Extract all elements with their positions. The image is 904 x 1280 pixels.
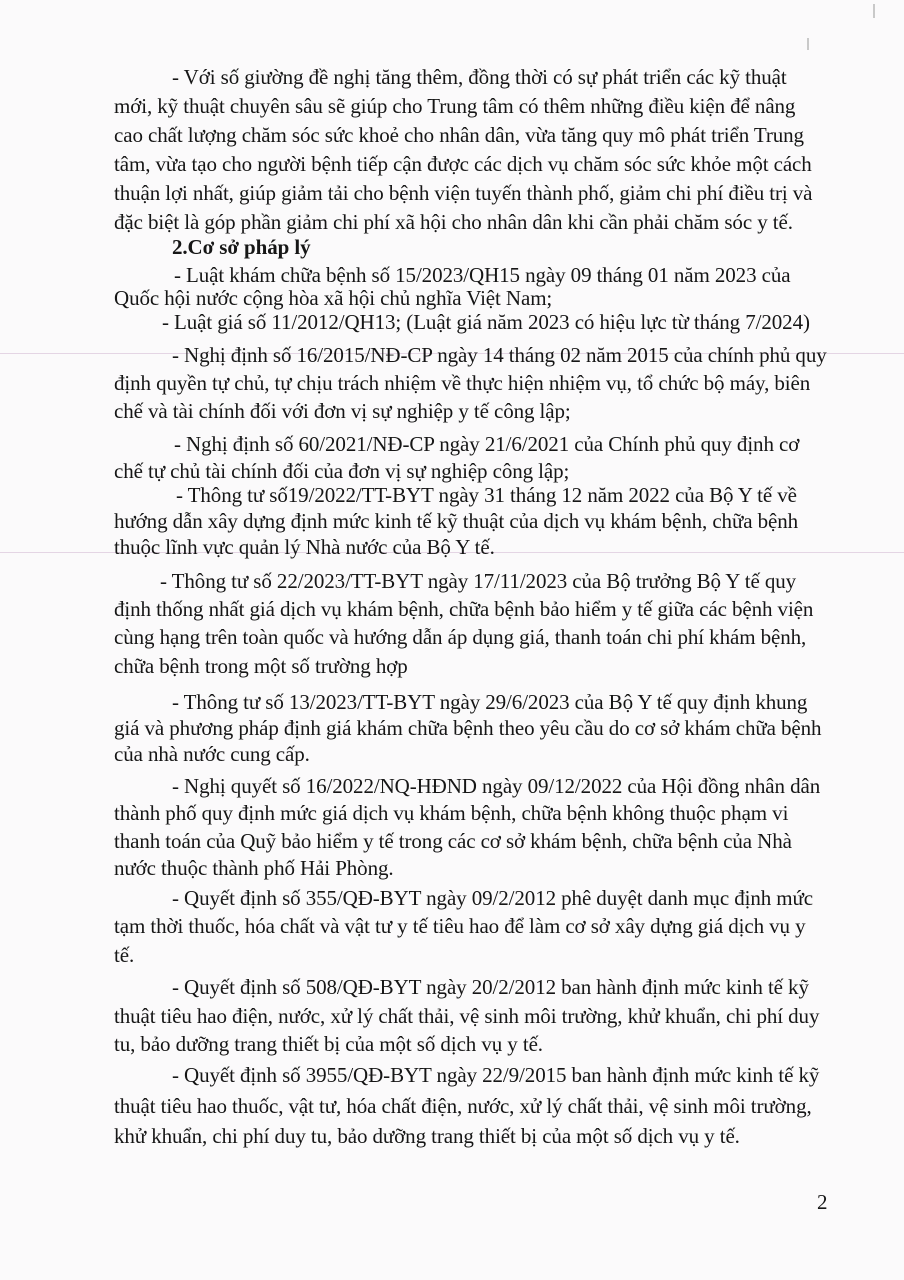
text-line: - Nghị quyết số 16/2022/NQ-HĐND ngày 09/12/2022 của Hội đồng nhân dân xyxy=(172,774,821,798)
text-line: - Nghị định số 16/2015/NĐ-CP ngày 14 tháng 02 năm 2015 của chính phủ quy xyxy=(172,343,827,367)
text-line: định thống nhất giá dịch vụ khám bệnh, chữa bệnh bảo hiểm y tế giữa các bệnh viện xyxy=(114,597,814,621)
text-line: thuộc lĩnh vực quản lý Nhà nước của Bộ Y tế. xyxy=(114,535,495,559)
text-line: Quốc hội nước cộng hòa xã hội chủ nghĩa Việt Nam; xyxy=(114,286,553,310)
text-line: hướng dẫn xây dựng định mức kinh tế kỹ thuật của dịch vụ khám bệnh, chữa bệnh xyxy=(114,509,799,533)
text-line: của nhà nước cung cấp. xyxy=(114,742,310,766)
text-line: định quyền tự chủ, tự chịu trách nhiệm về thực hiện nhiệm vụ, tổ chức bộ máy, biên xyxy=(114,371,811,395)
text-line: tu, bảo dưỡng trang thiết bị của một số dịch vụ y tế. xyxy=(114,1032,543,1056)
text-line: - Nghị định số 60/2021/NĐ-CP ngày 21/6/2021 của Chính phủ quy định cơ xyxy=(174,432,800,456)
text-line: - Luật khám chữa bệnh số 15/2023/QH15 ngày 09 tháng 01 năm 2023 của xyxy=(174,263,791,287)
text-line: - Quyết định số 355/QĐ-BYT ngày 09/2/2012 phê duyệt danh mục định mức xyxy=(172,886,814,910)
text-line: nước thuộc thành phố Hải Phòng. xyxy=(114,856,394,880)
text-line: - Quyết định số 3955/QĐ-BYT ngày 22/9/2015 ban hành định mức kinh tế kỹ xyxy=(172,1063,820,1087)
text-line: tạm thời thuốc, hóa chất và vật tư y tế tiêu hao để làm cơ sở xây dựng giá dịch vụ y xyxy=(114,914,806,938)
text-line: thanh toán của Quỹ bảo hiểm y tế trong các cơ sở khám bệnh, chữa bệnh của Nhà xyxy=(114,829,792,853)
text-line: thành phố quy định mức giá dịch vụ khám bệnh, chữa bệnh không thuộc phạm vi xyxy=(114,801,789,825)
text-line: thuật tiêu hao thuốc, vật tư, hóa chất điện, nước, xử lý chất thải, vệ sinh môi trường, xyxy=(114,1094,812,1118)
text-line: chế và tài chính đối với đơn vị sự nghiệp y tế công lập; xyxy=(114,399,571,423)
page-number: 2 xyxy=(817,1190,828,1214)
text-line: chữa bệnh trong một số trường hợp xyxy=(114,654,408,678)
text-line: tâm, vừa tạo cho người bệnh tiếp cận được các dịch vụ chăm sóc sức khỏe một cách xyxy=(114,152,812,176)
text-line: thuận lợi nhất, giúp giảm tải cho bệnh viện tuyến thành phố, giảm chi phí điều trị và xyxy=(114,181,813,205)
text-line: mới, kỹ thuật chuyên sâu sẽ giúp cho Trung tâm có thêm những điều kiện để nâng xyxy=(114,94,796,118)
text-line: đặc biệt là góp phần giảm chi phí xã hội cho nhân dân khi cần phải chăm sóc y tế. xyxy=(114,210,793,234)
text-line: cao chất lượng chăm sóc sức khoẻ cho nhân dân, vừa tăng quy mô phát triển Trung xyxy=(114,123,804,147)
text-line: giá và phương pháp định giá khám chữa bệnh theo yêu cầu do cơ sở khám chữa bệnh xyxy=(114,716,822,740)
text-line: - Thông tư số19/2022/TT-BYT ngày 31 tháng 12 năm 2022 của Bộ Y tế về xyxy=(176,483,797,507)
text-line: tế. xyxy=(114,943,135,967)
text-line: - Luật giá số 11/2012/QH13; (Luật giá năm 2023 có hiệu lực từ tháng 7/2024) xyxy=(162,310,810,334)
text-line: cùng hạng trên toàn quốc và hướng dẫn áp dụng giá, thanh toán chi phí khám bệnh, xyxy=(114,625,807,649)
text-line: - Quyết định số 508/QĐ-BYT ngày 20/2/2012 ban hành định mức kinh tế kỹ xyxy=(172,975,809,999)
text-line: - Với số giường đề nghị tăng thêm, đồng thời có sự phát triển các kỹ thuật xyxy=(172,65,787,89)
text-line: - Thông tư số 13/2023/TT-BYT ngày 29/6/2023 của Bộ Y tế quy định khung xyxy=(172,690,808,714)
scan-mark xyxy=(873,4,875,18)
text-line: - Thông tư số 22/2023/TT-BYT ngày 17/11/2023 của Bộ trưởng Bộ Y tế quy xyxy=(160,569,797,593)
text-line: chế tự chủ tài chính đối của đơn vị sự nghiệp công lập; xyxy=(114,459,570,483)
text-line: thuật tiêu hao điện, nước, xử lý chất thải, vệ sinh môi trường, khử khuẩn, chi phí duy xyxy=(114,1004,820,1028)
text-line: khử khuẩn, chi phí duy tu, bảo dưỡng trang thiết bị của một số dịch vụ y tế. xyxy=(114,1124,740,1148)
scan-mark xyxy=(807,38,809,50)
section-heading: 2.Cơ sở pháp lý xyxy=(172,235,311,259)
